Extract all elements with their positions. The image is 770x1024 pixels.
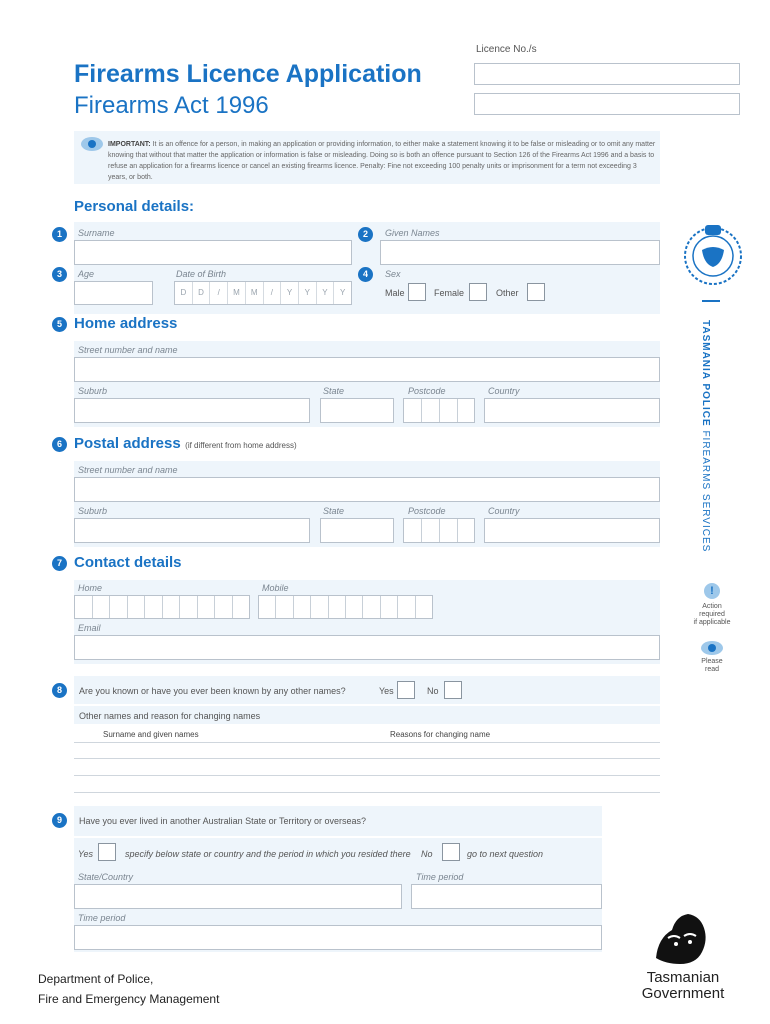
lived-yes-note: specify below state or country and the period in which you resided there [125,849,411,859]
other-names-question: Are you known or have you ever been known by any other names? [79,686,346,696]
digit-cell [329,596,346,618]
postal-state-label: State [323,506,345,516]
lived-no-note: go to next question [467,849,544,859]
digit-cell [398,596,415,618]
step-1-badge: 1 [52,227,67,242]
notice-text: IMPORTANT: It is an offence for a person, in making an application or providing information, to either make a statement knowing it to be false or misleading or to omit any matter knowing that without that matter the application or information is false or misleading. Doing so is both an offence pursuant to Section 126 of the Firearms Act 1996 and a basis to refuse an application for a firearms licence or cancel an existing firearms licence. Penalty: Fine not exceeding 100 penalty units or imprisonment for a term not exceeding 3 years, or both. [108,141,656,181]
step-3-badge: 3 [52,267,67,282]
digit-cell [145,596,163,618]
digit-cell [276,596,293,618]
licence-label: Licence No./s [476,44,537,55]
home-suburb-label: Suburb [78,386,108,396]
home-country-label: Country [488,386,520,396]
age-field[interactable] [74,281,153,305]
col-surname-header: Surname and given names [103,730,199,739]
dob-cell: M [228,282,246,304]
email-label: Email [78,623,101,633]
tasmanian-devil-logo-icon [648,908,714,968]
dob-cell: M [246,282,264,304]
postal-state-field[interactable] [320,518,394,543]
mobile-field[interactable] [258,595,433,619]
given-names-label: Given Names [385,228,440,238]
surname-label: Surname [78,228,115,238]
other-names-no-checkbox[interactable] [444,681,462,699]
sex-label: Sex [385,269,401,279]
digit-cell [259,596,276,618]
state-country-label: State/Country [78,872,134,882]
dob-cell: / [264,282,282,304]
tasmanian-government-wordmark: Tasmanian Government [641,969,725,1002]
lived-elsewhere-question: Have you ever lived in another Australian State or Territory or overseas? [79,816,366,826]
digit-cell [215,596,233,618]
eye-icon [81,137,103,151]
digit-cell [294,596,311,618]
step-2-badge: 2 [358,227,373,242]
step-6-badge: 6 [52,437,67,452]
lived-no-checkbox[interactable] [442,843,460,861]
tasmania-police-crest-icon [678,220,748,290]
department-name: Department of Police, Fire and Emergency Management [38,972,220,1006]
please-read-legend: Please read [701,658,723,673]
step-8-badge: 8 [52,683,67,698]
other-names-no-label: No [427,686,439,696]
dob-cell: / [210,282,228,304]
postal-postcode-label: Postcode [408,506,446,516]
female-label: Female [434,288,465,298]
digit-cell [381,596,398,618]
contact-details-heading: Contact details [74,554,182,571]
home-suburb-field[interactable] [74,398,310,423]
home-street-field[interactable] [74,357,660,382]
time-period-label-2: Time period [78,913,126,923]
other-names-subheading: Other names and reason for changing names [79,711,261,721]
licence-number-field-1[interactable] [474,63,740,85]
other-label: Other [496,288,519,298]
dob-cell: Y [281,282,299,304]
mobile-label: Mobile [262,583,289,593]
home-state-label: State [323,386,345,396]
personal-details-heading: Personal details: [74,198,195,215]
home-state-field[interactable] [320,398,394,423]
dob-cell: D [175,282,193,304]
given-names-field[interactable] [380,240,660,265]
action-required-legend: Action required if applicable [693,603,731,626]
time-period-field[interactable] [411,884,602,909]
step-7-badge: 7 [52,556,67,571]
digit-cell [346,596,363,618]
page-title: Firearms Licence Application [74,60,422,88]
dob-field[interactable] [174,281,352,305]
lived-no-label: No [421,849,433,859]
dob-cell: D [193,282,211,304]
digit-cell [180,596,198,618]
police-vertical-text: TASMANIA POLICE FIREARMS SERVICES [700,320,711,553]
lived-yes-label: Yes [78,849,94,859]
female-checkbox[interactable] [469,283,487,301]
digit-cell [110,596,128,618]
postal-address-heading: Postal address (if different from home address) [74,435,297,452]
step-9-badge: 9 [52,813,67,828]
step-4-badge: 4 [358,267,373,282]
home-country-field[interactable] [484,398,660,423]
digit-cell [416,596,432,618]
male-checkbox[interactable] [408,283,426,301]
postal-suburb-label: Suburb [78,506,108,516]
time-period-field-2[interactable] [74,925,602,950]
lived-yes-checkbox[interactable] [98,843,116,861]
other-names-yes-checkbox[interactable] [397,681,415,699]
other-names-line-1[interactable] [74,742,660,743]
dob-cell: Y [299,282,317,304]
dob-cell: Y [340,288,346,297]
age-label: Age [78,269,95,279]
male-label: Male [385,288,405,298]
digit-cell [93,596,111,618]
home-address-heading: Home address [74,315,178,332]
digit-cell [128,596,146,618]
digit-cell [233,596,250,618]
page-subtitle: Firearms Act 1996 [74,92,269,119]
email-field[interactable] [74,635,660,660]
other-checkbox[interactable] [527,283,545,301]
home-phone-field[interactable] [74,595,250,619]
dob-cell: Y [317,282,335,304]
postal-street-field[interactable] [74,477,660,502]
time-period-label: Time period [416,872,464,882]
home-postcode-field[interactable] [403,398,475,423]
postal-suburb-field[interactable] [74,518,310,543]
digit-cell [75,596,93,618]
action-required-icon: ! [704,583,720,599]
other-names-line-4[interactable] [74,792,660,793]
postal-street-label: Street number and name [78,465,178,475]
postal-postcode-field[interactable] [403,518,475,543]
other-names-line-2[interactable] [74,758,660,759]
postal-country-label: Country [488,506,520,516]
postal-country-field[interactable] [484,518,660,543]
licence-number-field-2[interactable] [474,93,740,115]
state-country-field[interactable] [74,884,402,909]
step-5-badge: 5 [52,317,67,332]
home-phone-label: Home [78,583,103,593]
home-street-label: Street number and name [78,345,178,355]
home-postcode-label: Postcode [408,386,446,396]
surname-field[interactable] [74,240,352,265]
digit-cell [198,596,216,618]
dob-label: Date of Birth [176,269,227,279]
digit-cell [363,596,380,618]
digit-cell [163,596,181,618]
other-names-line-3[interactable] [74,775,660,776]
col-reason-header: Reasons for changing name [390,730,491,739]
digit-cell [311,596,328,618]
eye-legend-icon [701,641,723,655]
other-names-yes-label: Yes [379,686,394,696]
